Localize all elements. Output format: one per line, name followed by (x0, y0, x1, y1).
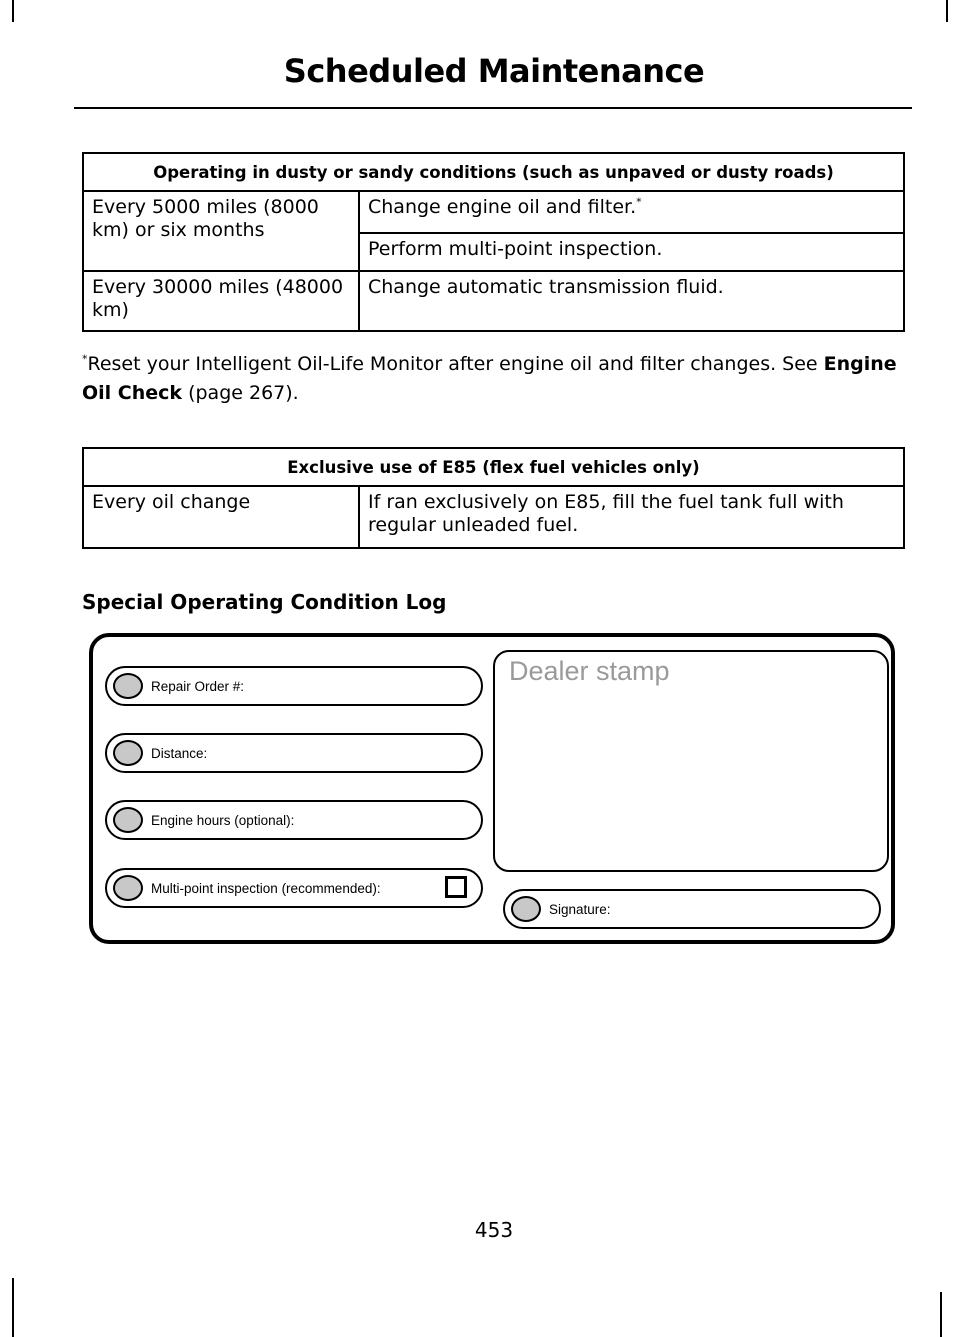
bullet-circle-icon (113, 740, 143, 766)
footnote (82, 350, 912, 408)
page-reference: (page 267). (182, 382, 299, 404)
action-cell: If ran exclusively on E85, fill the fuel tank full with regular unleaded fuel. (359, 486, 904, 548)
dealer-stamp-box (493, 650, 889, 872)
dealer-stamp-label: Dealer stamp (509, 656, 670, 686)
bullet-circle-icon (113, 807, 143, 833)
crop-mark (940, 1292, 942, 1337)
signature-field[interactable] (503, 889, 881, 929)
crop-mark (12, 0, 14, 22)
page-number: 453 (474, 1218, 514, 1242)
dusty-conditions-table (82, 152, 905, 332)
bullet-circle-icon (113, 673, 143, 699)
field-label: Repair Order #: (151, 679, 245, 694)
interval-cell: Every 30000 miles (48000 km) (83, 271, 359, 331)
footnote-marker: * (636, 195, 642, 209)
field-label: Distance: (151, 746, 208, 761)
engine-oil-check-link[interactable]: Engine Oil Check (82, 353, 897, 404)
field-label: Multi-point inspection (recommended): (151, 881, 381, 896)
field-label: Signature: (549, 902, 611, 917)
bullet-circle-icon (113, 875, 143, 901)
table-heading: Exclusive use of E85 (flex fuel vehicles only) (83, 448, 904, 486)
e85-table (82, 447, 905, 549)
repair-order-field[interactable] (105, 666, 483, 706)
interval-cell: Every oil change (83, 486, 359, 548)
section-heading: Special Operating Condition Log (82, 590, 447, 614)
checkbox[interactable] (445, 876, 467, 898)
condition-log-card (89, 633, 895, 944)
action-cell (359, 191, 904, 233)
field-label: Engine hours (optional): (151, 813, 295, 828)
footnote-text: Reset your Intelligent Oil-Life Monitor after engine oil and filter changes. See (87, 353, 824, 375)
multipoint-inspection-field[interactable] (105, 868, 483, 908)
footnote-marker: * (82, 352, 88, 366)
action-cell: Change automatic transmission fluid. (359, 271, 904, 331)
interval-cell: Every 5000 miles (8000 km) or six months (83, 191, 359, 271)
action-text: Change engine oil and filter. (368, 196, 637, 218)
table-heading: Operating in dusty or sandy conditions (such as unpaved or dusty roads) (83, 153, 904, 191)
crop-mark (946, 0, 948, 22)
action-cell: Perform multi-point inspection. (359, 233, 904, 271)
crop-mark (12, 1278, 14, 1337)
distance-field[interactable] (105, 733, 483, 773)
bullet-circle-icon (511, 896, 541, 922)
engine-hours-field[interactable] (105, 800, 483, 840)
title-divider (74, 107, 912, 109)
page-title: Scheduled Maintenance (283, 52, 705, 90)
